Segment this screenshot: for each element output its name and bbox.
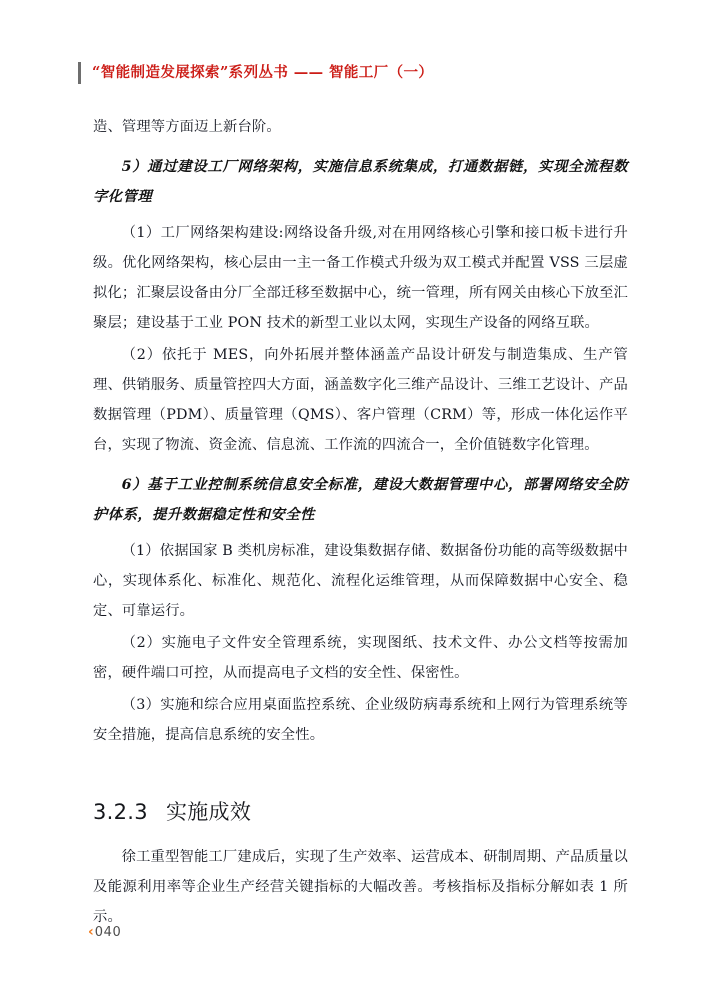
paragraph-6-2: （2）实施电子文件安全管理系统，实现图纸、技术文件、办公文档等按需加密，硬件端口可控，从而提高电子文档的安全性、保密性。 — [93, 635, 628, 681]
section-heading-3-2-3 — [93, 796, 628, 828]
paragraph-5-2: （2）依托于 MES，向外拓展并整体涵盖产品设计研发与制造集成、生产管理、供销服务、质量管控四大方面，涵盖数字化三维产品设计、三维工艺设计、产品数据管理（PDM）、质量管理（QMS）、客户管理（CRM）等，形成一体化运作平台，实现了物流、资金流、信息流、工作流的四流合一，全价值链数字化管理。 — [93, 347, 628, 453]
header-rule-divider — [78, 62, 81, 84]
paragraph-continuation: 造、管理等方面迈上新台阶。 — [93, 119, 281, 135]
paragraph-5-1: （1）工厂网络架构建设:网络设备升级,对在用网络核心引擎和接口板卡进行升级。优化网络架构，核心层由一主一备工作模式升级为双工模式并配置 VSS 三层虚拟化；汇聚层设备由分厂全部迁移至数据中心，统一管理，所有网关由核心下放至汇聚层；建设基于工业 PON 技术的新型工业以太网，实现生产设备的网络互联。 — [93, 225, 628, 331]
running-header — [78, 58, 433, 88]
section-title: 实施成效 — [165, 800, 252, 824]
paragraph-6-3: （3）实施和综合应用桌面监控系统、企业级防病毒系统和上网行为管理系统等安全措施，提高信息系统的安全性。 — [93, 697, 628, 743]
paragraph-closing: 徐工重型智能工厂建成后，实现了生产效率、运营成本、研制周期、产品质量以及能源利用率等企业生产经营关键指标的大幅改善。考核指标及指标分解如表 1 所示。 — [93, 849, 628, 925]
sub-heading-6: 6）基于工业控制系统信息安全标准，建设大数据管理中心，部署网络安全防护体系，提升数据稳定性和安全性 — [93, 477, 628, 523]
folio-marker-icon: ‹ — [88, 924, 94, 940]
sub-heading-5: 5）通过建设工厂网络架构，实施信息系统集成，打通数据链，实现全流程数字化管理 — [93, 159, 628, 205]
page-folio — [88, 925, 121, 939]
section-number: 3.2.3 — [93, 800, 148, 824]
document-body — [93, 112, 628, 934]
paragraph-6-1: （1）依据国家 B 类机房标准，建设集数据存储、数据备份功能的高等级数据中心，实现体系化、标准化、规范化、流程化运维管理，从而保障数据中心安全、稳定、可靠运行。 — [93, 543, 628, 619]
running-header-title: “智能制造发展探索”系列丛书 —— 智能工厂（一） — [92, 63, 434, 81]
page-number: 040 — [94, 925, 122, 940]
